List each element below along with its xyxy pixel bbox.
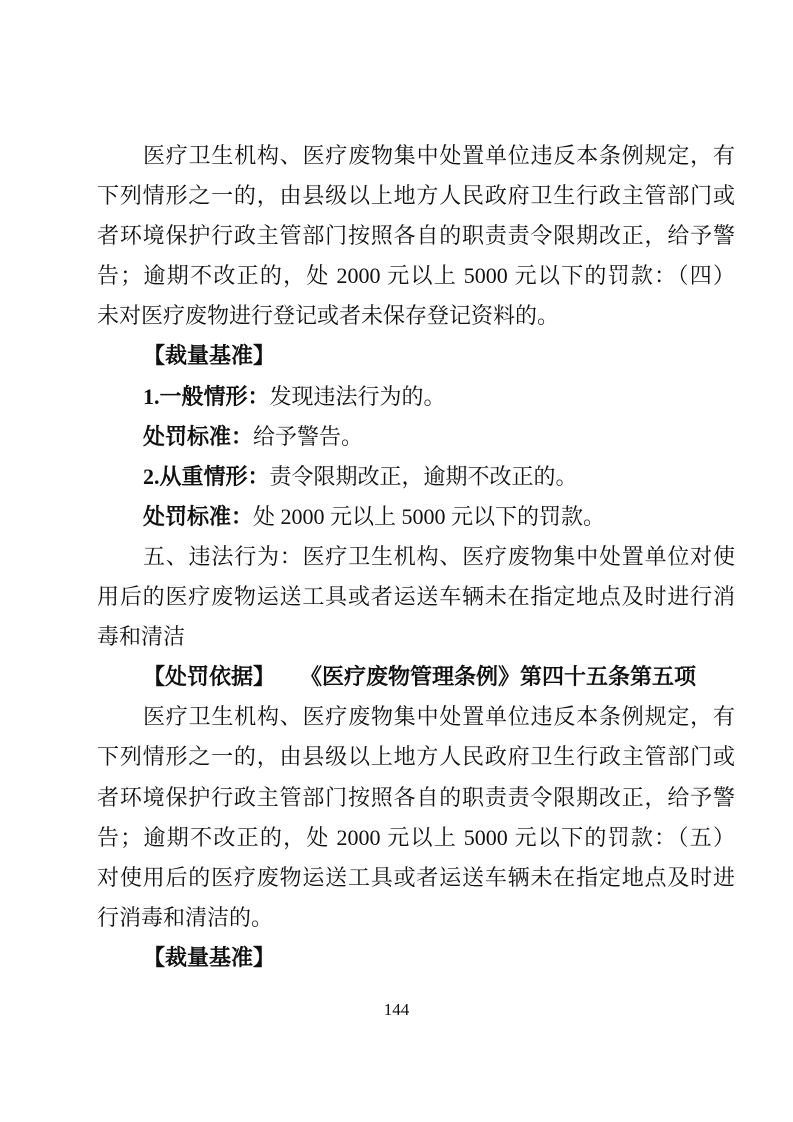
line-text: 毒和清洁	[97, 624, 186, 650]
line-text: 者环境保护行政主管部门按照各自的职责责令限期改正，给予警	[97, 784, 735, 810]
line-text: 下列情形之一的，由县级以上地方人民政府卫生行政主管部门或	[97, 744, 735, 770]
line-text: 医疗卫生机构、医疗废物集中处置单位违反本条例规定，有	[143, 704, 735, 730]
line-text: 给予警告。	[253, 423, 364, 449]
line-label: 处罚标准：	[143, 423, 254, 449]
line-label: 2.从重情形：	[143, 463, 270, 489]
discretion-basis-heading-2	[97, 938, 735, 978]
line-text: 责令限期改正，逾期不改正的。	[269, 463, 578, 489]
aggravated-circumstance-line	[97, 457, 735, 497]
line-text: 发现违法行为的。	[269, 383, 446, 409]
penalty-standard-line-2	[97, 497, 735, 537]
line-label: 1.一般情形：	[143, 383, 270, 409]
general-circumstance-line	[97, 377, 735, 417]
penalty-provision-5-line-3	[97, 778, 735, 818]
heading-label: 【裁量基准】	[143, 944, 276, 970]
line-text: 对使用后的医疗废物运送工具或者运送车辆未在指定地点及时进	[97, 864, 735, 890]
penalty-provision-4-line-3	[97, 216, 735, 256]
document-text-block	[97, 136, 735, 978]
line-text: 未对医疗废物进行登记或者未保存登记资料的。	[97, 303, 560, 329]
line-text: 下列情形之一的，由县级以上地方人民政府卫生行政主管部门或	[97, 183, 735, 209]
page-number: 144	[383, 1000, 410, 1019]
violation-5-line-1	[97, 537, 735, 577]
line-label: 处罚标准：	[143, 503, 254, 529]
line-text: 处 2000 元以上 5000 元以下的罚款。	[253, 503, 606, 529]
discretion-basis-heading	[97, 336, 735, 376]
line-text: 者环境保护行政主管部门按照各自的职责责令限期改正，给予警	[97, 223, 735, 249]
penalty-basis-heading	[97, 657, 735, 697]
line-text: 行消毒和清洁的。	[97, 904, 274, 930]
penalty-provision-5-line-1	[97, 697, 735, 737]
penalty-standard-line-1	[97, 417, 735, 457]
line-text: 医疗卫生机构、医疗废物集中处置单位违反本条例规定，有	[143, 143, 735, 168]
penalty-provision-4-line-1	[97, 136, 735, 176]
violation-5-line-2	[97, 577, 735, 617]
heading-label: 【裁量基准】	[143, 343, 276, 369]
penalty-provision-5-line-4	[97, 818, 735, 858]
penalty-provision-4-line-4	[97, 256, 735, 296]
line-text: 用后的医疗废物运送工具或者运送车辆未在指定地点及时进行消	[97, 584, 735, 610]
regulation-reference: 《医疗废物管理条例》第四十五条第五项	[311, 664, 697, 690]
penalty-provision-4-line-5	[97, 296, 735, 336]
penalty-provision-5-line-5	[97, 858, 735, 898]
line-text: 告；逾期不改正的，处 2000 元以上 5000 元以下的罚款：（五）	[97, 824, 735, 850]
penalty-provision-5-line-2	[97, 737, 735, 777]
violation-5-line-3	[97, 617, 735, 657]
line-text: 五、违法行为：医疗卫生机构、医疗废物集中处置单位对使	[143, 543, 735, 569]
penalty-provision-5-line-6	[97, 898, 735, 938]
heading-label: 【处罚依据】	[143, 664, 276, 690]
line-text: 告；逾期不改正的，处 2000 元以上 5000 元以下的罚款：（四）	[97, 263, 735, 289]
penalty-provision-4-line-2	[97, 176, 735, 216]
